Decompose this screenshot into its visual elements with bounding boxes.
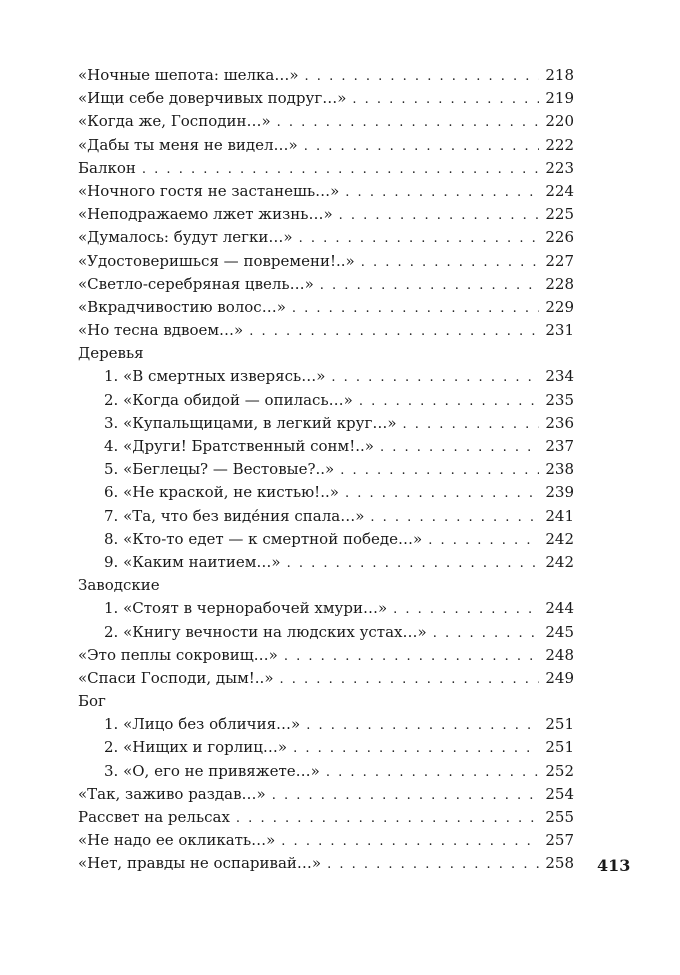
dot-leader: [284, 645, 539, 668]
toc-entry-page: 226: [545, 228, 574, 247]
toc-entry-title: «Это пеплы сокровищ…»: [78, 645, 278, 664]
toc-entry-title: 5. «Беглецы? — Вестовые?..»: [104, 460, 335, 479]
toc-entry: [78, 597, 574, 620]
toc-entry: [78, 365, 574, 388]
toc-entry: [78, 319, 574, 342]
toc-entry-page: 236: [545, 413, 574, 432]
toc-entry-title: «Ищи себе доверчивых подруг…»: [78, 89, 347, 108]
dot-leader: [393, 598, 539, 621]
toc-entry: [78, 736, 574, 759]
toc-entry-title: «Светло-серебряная цвель…»: [78, 274, 314, 293]
dot-leader: [428, 529, 539, 552]
toc-entry-title: «Так, заживо раздав…»: [78, 784, 266, 803]
toc-entry-page: 254: [545, 784, 574, 803]
toc-entry-title: «Думалось: будут легки…»: [78, 228, 293, 247]
dot-leader: [249, 320, 539, 343]
toc-entry-title: 2. «Книгу вечности на людских устах…»: [104, 622, 427, 641]
toc-entry-page: 241: [545, 506, 574, 525]
toc-entry: [78, 783, 574, 806]
dot-leader: [320, 274, 540, 297]
toc-entry-title: «Вкрадчивостию волос…»: [78, 297, 286, 316]
dot-leader: [326, 761, 540, 784]
dot-leader: [345, 181, 539, 204]
toc-entry-title: Балкон: [78, 158, 136, 177]
toc-entry-title: Заводские: [78, 576, 160, 595]
toc-entry-page: 237: [545, 437, 574, 455]
toc-entry-title: 6. «Не краской, не кистью!..»: [104, 483, 339, 502]
toc-entry-title: 3. «Купальщицами, в легкий круг…»: [104, 413, 397, 432]
toc-section-heading: [78, 342, 574, 365]
toc-entry-page: 234: [545, 367, 574, 386]
dot-leader: [293, 737, 539, 760]
toc-entry: [78, 296, 574, 319]
toc-entry-title: «Неподражаемо лжет жизнь…»: [78, 205, 333, 224]
toc-entry: [78, 435, 574, 458]
toc-entry-page: 239: [545, 483, 574, 502]
toc-entry-page: 235: [545, 390, 574, 409]
toc-entry-page: 251: [545, 715, 574, 734]
dot-leader: [340, 459, 539, 482]
dot-leader: [272, 784, 540, 807]
toc-entry: [78, 64, 574, 87]
toc-entry-page: 257: [545, 831, 574, 850]
toc-entry: [78, 829, 574, 852]
dot-leader: [280, 668, 540, 691]
dot-leader: [304, 135, 540, 158]
toc-section-heading: [78, 690, 574, 713]
toc-entry-title: Рассвет на рельсах: [78, 808, 230, 826]
dot-leader: [380, 436, 539, 459]
toc-entry-page: 242: [545, 529, 574, 548]
toc-entry-title: Деревья: [78, 344, 144, 363]
toc-entry-title: «Когда же, Господин…»: [78, 112, 271, 131]
toc-entry-page: 227: [545, 251, 574, 270]
toc-entry: [78, 713, 574, 736]
dot-leader: [433, 622, 540, 645]
toc-entry-page: 231: [545, 321, 574, 340]
toc-section-heading: [78, 574, 574, 597]
toc-entry: [78, 226, 574, 249]
toc-entry-page: 219: [545, 89, 574, 108]
toc-entry-page: 249: [545, 668, 574, 687]
toc-entry-page: 258: [545, 854, 574, 873]
dot-leader: [331, 366, 539, 389]
toc-entry: [78, 528, 574, 551]
toc-entry-title: «Не надо ее окликать…»: [78, 831, 276, 850]
dot-leader: [361, 251, 540, 274]
dot-leader: [352, 88, 539, 111]
toc-entry-title: 2. «Когда обидой — опилась…»: [104, 390, 353, 409]
toc-entry-page: 223: [545, 158, 574, 177]
toc-entry-title: 1. «Лицо без обличия…»: [104, 715, 301, 734]
toc-entry: [78, 481, 574, 504]
dot-leader: [142, 158, 539, 181]
toc-entry-page: 224: [545, 181, 574, 200]
dot-leader: [359, 390, 540, 413]
toc-entry: [78, 134, 574, 157]
toc-entry-title: «Нет, правды не оспаривай…»: [78, 854, 322, 873]
toc-entry-page: 248: [545, 645, 574, 664]
toc-entry-page: 222: [545, 135, 574, 154]
toc-entry-title: 4. «Други! Братственный сонм!..»: [104, 437, 374, 455]
toc-entry: [78, 250, 574, 273]
toc-entry: [78, 667, 574, 690]
toc-entry-page: 229: [545, 297, 574, 316]
toc-entry-page: 251: [545, 738, 574, 757]
toc-entry: [78, 412, 574, 435]
dot-leader: [403, 413, 540, 436]
toc-entry-page: 238: [545, 460, 574, 479]
toc-entry: [78, 87, 574, 110]
toc-entry-title: «Но тесна вдвоем…»: [78, 321, 244, 340]
toc-entry: [78, 203, 574, 226]
page-number: 413: [597, 856, 631, 875]
dot-leader: [370, 506, 539, 529]
toc-entry-title: «Удостоверишься — повремени!..»: [78, 251, 355, 270]
toc-entry-title: 8. «Кто-то едет — к смертной победе…»: [104, 529, 423, 548]
toc-entry-page: 242: [545, 552, 574, 571]
dot-leader: [281, 830, 539, 853]
toc-entry-title: «Ночные шепота: шелка…»: [78, 66, 299, 84]
table-of-contents: [78, 64, 574, 876]
toc-entry-title: 9. «Каким наитием…»: [104, 552, 281, 571]
toc-entry: [78, 505, 574, 528]
toc-entry: [78, 273, 574, 296]
toc-entry-title: «Дабы ты меня не видел…»: [78, 135, 298, 154]
toc-entry-title: «Ночного гостя не застанешь…»: [78, 181, 340, 200]
toc-entry-title: 2. «Нищих и горлиц…»: [104, 738, 288, 757]
toc-entry-page: 228: [545, 274, 574, 293]
toc-entry-page: 220: [545, 112, 574, 131]
dot-leader: [277, 111, 540, 134]
toc-entry-page: 244: [545, 599, 574, 618]
toc-entry-title: «Спаси Господи, дым!..»: [78, 668, 274, 687]
toc-entry-page: 218: [545, 66, 574, 84]
dot-leader: [345, 482, 539, 505]
toc-entry: [78, 157, 574, 180]
dot-leader: [299, 227, 540, 250]
dot-leader: [287, 552, 540, 575]
toc-entry: [78, 551, 574, 574]
toc-entry: [78, 110, 574, 133]
toc-entry-page: 245: [545, 622, 574, 641]
dot-leader: [339, 204, 540, 227]
toc-entry-title: 1. «В смертных изверясь…»: [104, 367, 326, 386]
toc-entry: [78, 806, 574, 829]
toc-entry: [78, 760, 574, 783]
toc-entry: [78, 458, 574, 481]
toc-entry-page: 225: [545, 205, 574, 224]
dot-leader: [306, 714, 539, 737]
toc-entry: [78, 621, 574, 644]
toc-entry-page: 255: [545, 808, 574, 826]
toc-entry: [78, 389, 574, 412]
dot-leader: [305, 65, 540, 88]
toc-entry-title: 7. «Та, что без виде́ния спала…»: [104, 506, 365, 525]
dot-leader: [327, 853, 539, 876]
toc-entry: [78, 852, 574, 875]
toc-entry-page: 252: [545, 761, 574, 780]
toc-entry-title: 3. «О, его не привяжете…»: [104, 761, 320, 780]
toc-entry-title: Бог: [78, 692, 106, 711]
toc-entry: [78, 180, 574, 203]
toc-entry: [78, 644, 574, 667]
dot-leader: [236, 807, 539, 830]
dot-leader: [292, 297, 539, 320]
toc-entry-title: 1. «Стоят в чернорабочей хмури…»: [104, 599, 388, 618]
